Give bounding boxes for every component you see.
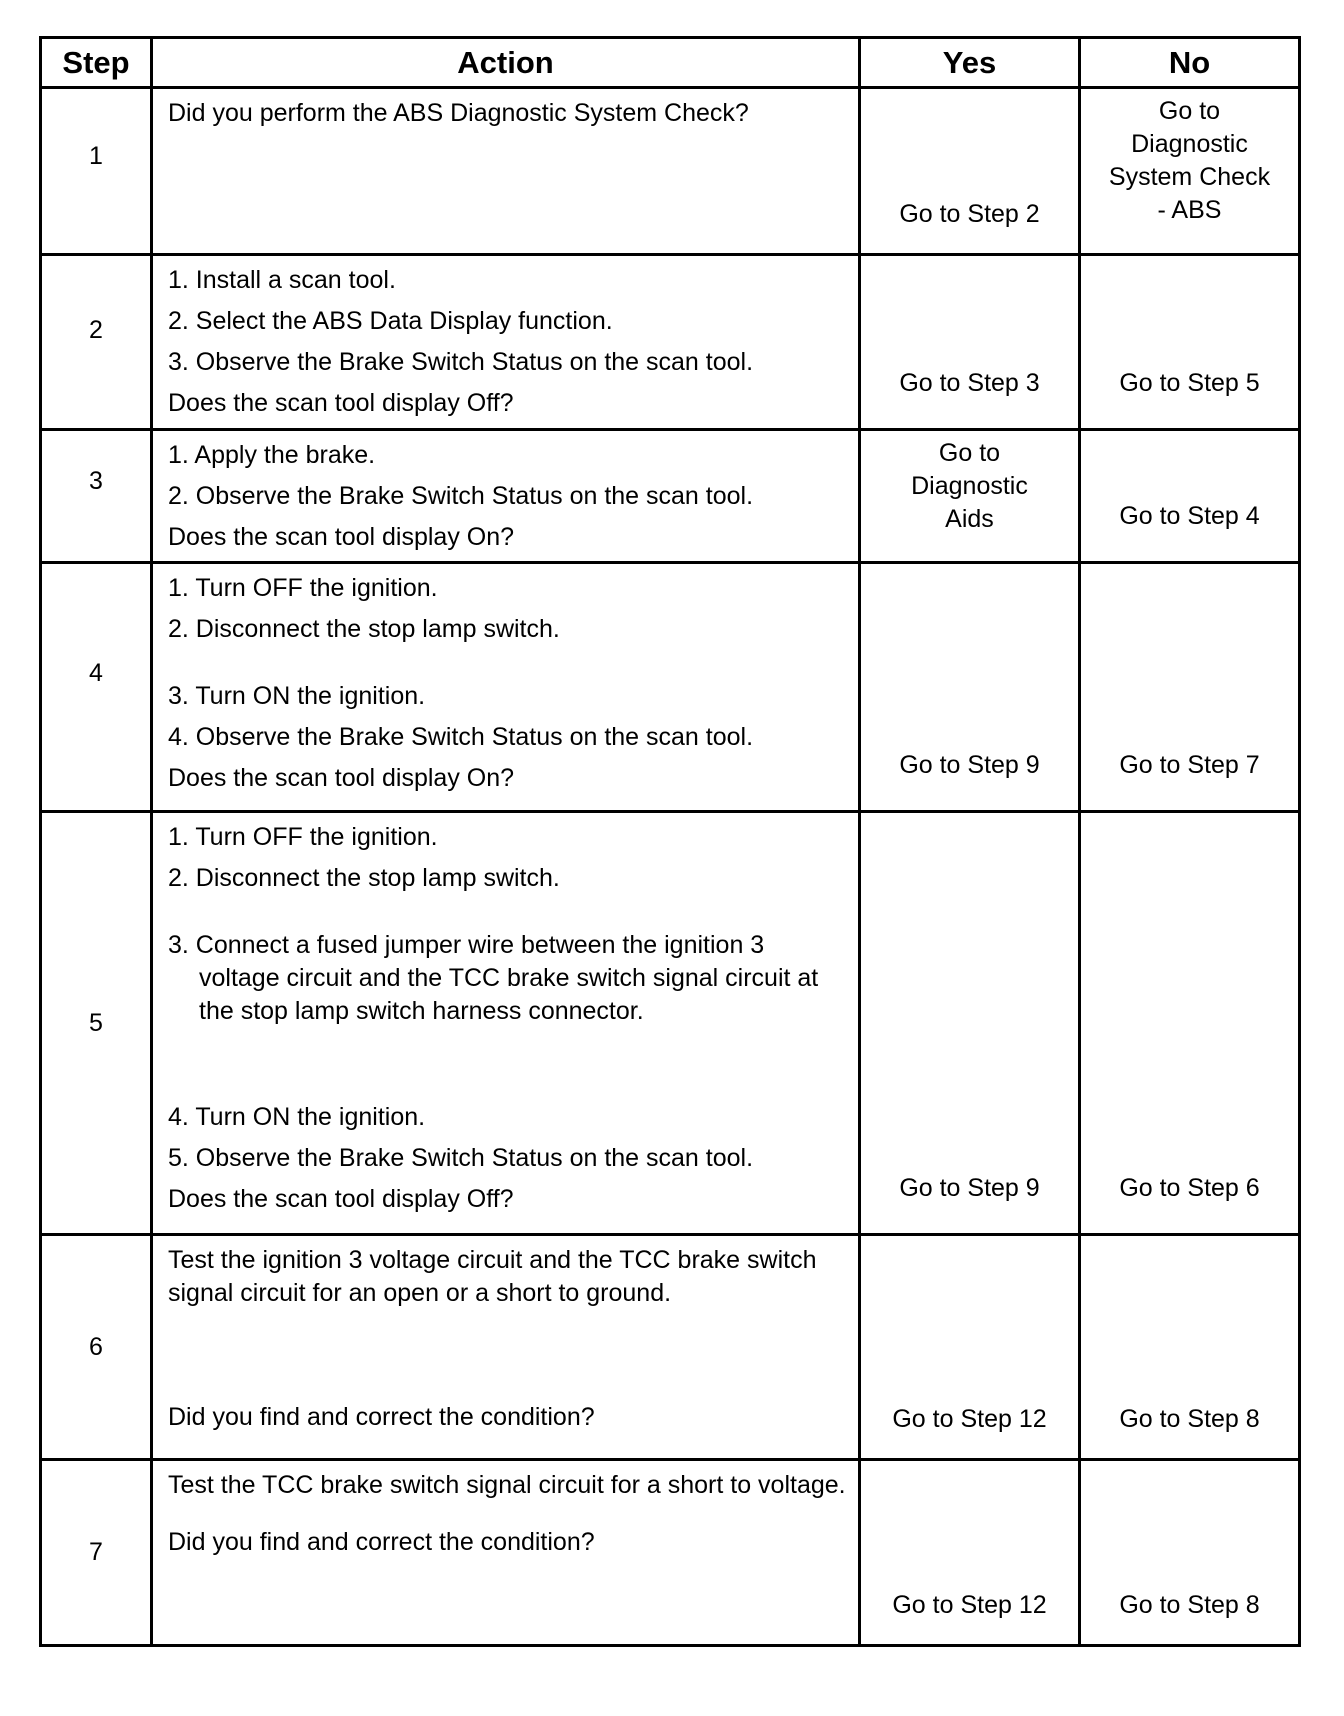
step-number: 6 [41,1235,152,1460]
step-number: 2 [41,255,152,430]
action-line: 4. Turn ON the ignition. [168,1103,426,1131]
yes-result: Go to Step 12 [892,1405,1047,1433]
step-number: 5 [41,812,152,1235]
action-cell [152,563,860,812]
action-line: Test the ignition 3 voltage circuit and the TCC brake switch signal circuit for an open or a short to ground. [168,1246,817,1307]
no-result-line: Diagnostic [1131,130,1248,158]
no-cell [1080,1460,1300,1646]
action-line: Does the scan tool display Off? [168,389,514,417]
no-result [1081,95,1298,227]
action-cell [152,1460,860,1646]
table-row [41,88,1300,255]
yes-result-line: Diagnostic [911,472,1028,500]
table-row [41,563,1300,812]
header-step: Step [41,38,152,88]
action-cell [152,88,860,255]
action-line: 1. Apply the brake. [168,441,376,469]
action-line: 3. Turn ON the ignition. [168,682,426,710]
yes-result: Go to Step 9 [899,751,1040,779]
no-result: Go to Step 5 [1119,369,1260,397]
action-cell [152,255,860,430]
yes-cell [860,1235,1080,1460]
no-result-line: - ABS [1157,196,1222,224]
no-cell [1080,812,1300,1235]
no-cell [1080,88,1300,255]
action-line: 3. Observe the Brake Switch Status on the scan tool. [168,348,754,376]
action-line: 1. Install a scan tool. [168,266,396,294]
no-result-line: Go to [1158,97,1221,125]
action-line: Does the scan tool display On? [168,523,515,551]
header-action: Action [152,38,860,88]
action-line: 1. Turn OFF the ignition. [168,574,438,602]
no-cell [1080,1235,1300,1460]
action-line: 2. Select the ABS Data Display function. [168,307,613,335]
action-line: Did you find and correct the condition? [168,1403,595,1431]
action-line: Does the scan tool display Off? [168,1185,514,1213]
yes-cell [860,812,1080,1235]
table-row [41,1235,1300,1460]
header-yes: Yes [860,38,1080,88]
action-line: 3. Connect a fused jumper wire between the ignition 3 voltage circuit and the TCC brake switch signal circuit at the stop lamp switch harness connector. [168,931,819,1025]
yes-result [861,437,1078,536]
no-cell [1080,255,1300,430]
yes-result-line: Aids [945,505,994,533]
header-no: No [1080,38,1300,88]
action-line: 1. Turn OFF the ignition. [168,823,438,851]
step-number: 3 [41,430,152,563]
table-row [41,812,1300,1235]
step-number: 4 [41,563,152,812]
no-cell [1080,430,1300,563]
action-line: 2. Disconnect the stop lamp switch. [168,864,560,892]
yes-result-line: Go to [938,439,1001,467]
action-line: Does the scan tool display On? [168,764,515,792]
yes-result: Go to Step 3 [899,369,1040,397]
yes-cell [860,1460,1080,1646]
table-row [41,1460,1300,1646]
no-result: Go to Step 6 [1119,1174,1260,1202]
diagnostic-table [39,36,1301,1647]
action-line: Did you perform the ABS Diagnostic System Check? [168,99,749,127]
action-cell [152,430,860,563]
no-result-line: System Check [1108,163,1271,191]
action-line: 4. Observe the Brake Switch Status on the scan tool. [168,723,754,751]
no-result: Go to Step 8 [1119,1591,1260,1619]
action-line: 5. Observe the Brake Switch Status on the scan tool. [168,1144,754,1172]
step-number: 7 [41,1460,152,1646]
yes-result: Go to Step 12 [892,1591,1047,1619]
table-row [41,430,1300,563]
header-row [41,38,1300,88]
action-cell [152,1235,860,1460]
table-row [41,255,1300,430]
action-line: 2. Disconnect the stop lamp switch. [168,615,560,643]
yes-cell [860,563,1080,812]
action-line: 2. Observe the Brake Switch Status on the scan tool. [168,482,754,510]
yes-result: Go to Step 2 [899,200,1040,228]
action-line: Test the TCC brake switch signal circuit for a short to voltage. [168,1471,846,1499]
action-line: Did you find and correct the condition? [168,1528,595,1556]
yes-result: Go to Step 9 [899,1174,1040,1202]
no-cell [1080,563,1300,812]
yes-cell [860,255,1080,430]
no-result: Go to Step 7 [1119,751,1260,779]
step-number: 1 [41,88,152,255]
yes-cell [860,88,1080,255]
no-result: Go to Step 8 [1119,1405,1260,1433]
action-cell [152,812,860,1235]
yes-cell [860,430,1080,563]
no-result: Go to Step 4 [1119,502,1260,530]
